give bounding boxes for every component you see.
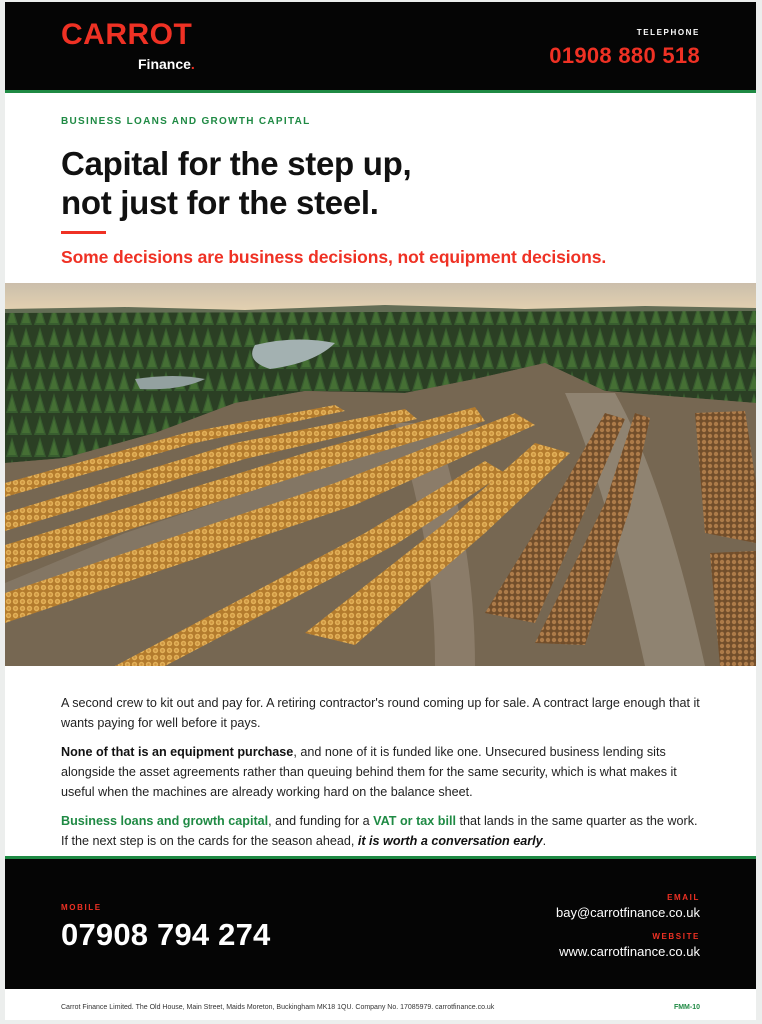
telephone-block: [549, 28, 700, 68]
document-reference: FMM-10: [673, 1004, 700, 1011]
legal-footnote: Carrot Finance Limited. The Old House, Main Street, Maids Moreton, Buckingham MK18 1QU. Company No. 17085979. carrotfinance.co.uk: [61, 1004, 495, 1011]
subheadline: Some decisions are business decisions, not equipment decisions.: [61, 247, 607, 267]
headline-line-1: Capital for the step up,: [61, 145, 412, 182]
carrot-finance-logo: [61, 18, 221, 76]
mobile-label: MOBILE: [61, 903, 102, 912]
accent-bar: [61, 231, 106, 234]
logo-dot: .: [190, 56, 195, 72]
website-link[interactable]: www.carrotfinance.co.uk: [559, 944, 700, 959]
body-paragraph-2: [61, 742, 701, 802]
contact-spacer: [556, 921, 700, 932]
header-bar: [5, 2, 756, 90]
logo-subtitle-text: Finance: [138, 56, 191, 72]
eyebrow-label: BUSINESS LOANS AND GROWTH CAPITAL: [61, 116, 311, 127]
body-paragraph-3-end: .: [542, 834, 547, 848]
telephone-number[interactable]: 01908 880 518: [549, 43, 700, 68]
email-label: EMAIL: [667, 893, 700, 902]
page-headline: [61, 144, 661, 222]
body-paragraph-3: [61, 811, 701, 851]
logo-subtitle: [138, 56, 195, 72]
footer-bar: [5, 859, 756, 989]
body-strong-phrase: None of that is an equipment purchase: [61, 745, 294, 759]
body-copy: [61, 693, 701, 860]
telephone-label: TELEPHONE: [636, 28, 700, 37]
body-emphasis: it is worth a conversation early: [357, 834, 543, 848]
body-paragraph-1: A second crew to kit out and pay for. A retiring contractor's round coming up for sale. A contract large enough that it wants paying for well before it pays.: [61, 696, 700, 730]
headline-line-2: not just for the steel.: [61, 184, 379, 221]
logo-wordmark: CARROT: [61, 18, 193, 51]
body-highlight-business-loans: Business loans and growth capital: [61, 814, 269, 828]
header-divider: [5, 90, 756, 93]
email-link[interactable]: bay@carrotfinance.co.uk: [556, 905, 700, 920]
body-paragraph-3-text-b: that lands in the same quarter as the work. If the next step is on the cards for the season ahead,: [61, 814, 698, 848]
body-paragraph-3-text-a: , and funding for a: [268, 814, 374, 828]
contact-block: [556, 893, 700, 960]
flyer-page: [5, 2, 756, 1020]
website-label: WEBSITE: [652, 932, 700, 941]
body-highlight-vat: VAT or tax bill: [373, 814, 456, 828]
timber-yard-aerial-photo: [5, 283, 756, 666]
mobile-number[interactable]: 07908 794 274: [61, 917, 271, 952]
body-paragraph-2-text: , and none of it is funded like one. Unsecured business lending sits alongside the asset agreements rather than queuing behind them for the same security, which is what makes it useful when the machines are already working hard on the balance sheet.: [61, 745, 677, 799]
